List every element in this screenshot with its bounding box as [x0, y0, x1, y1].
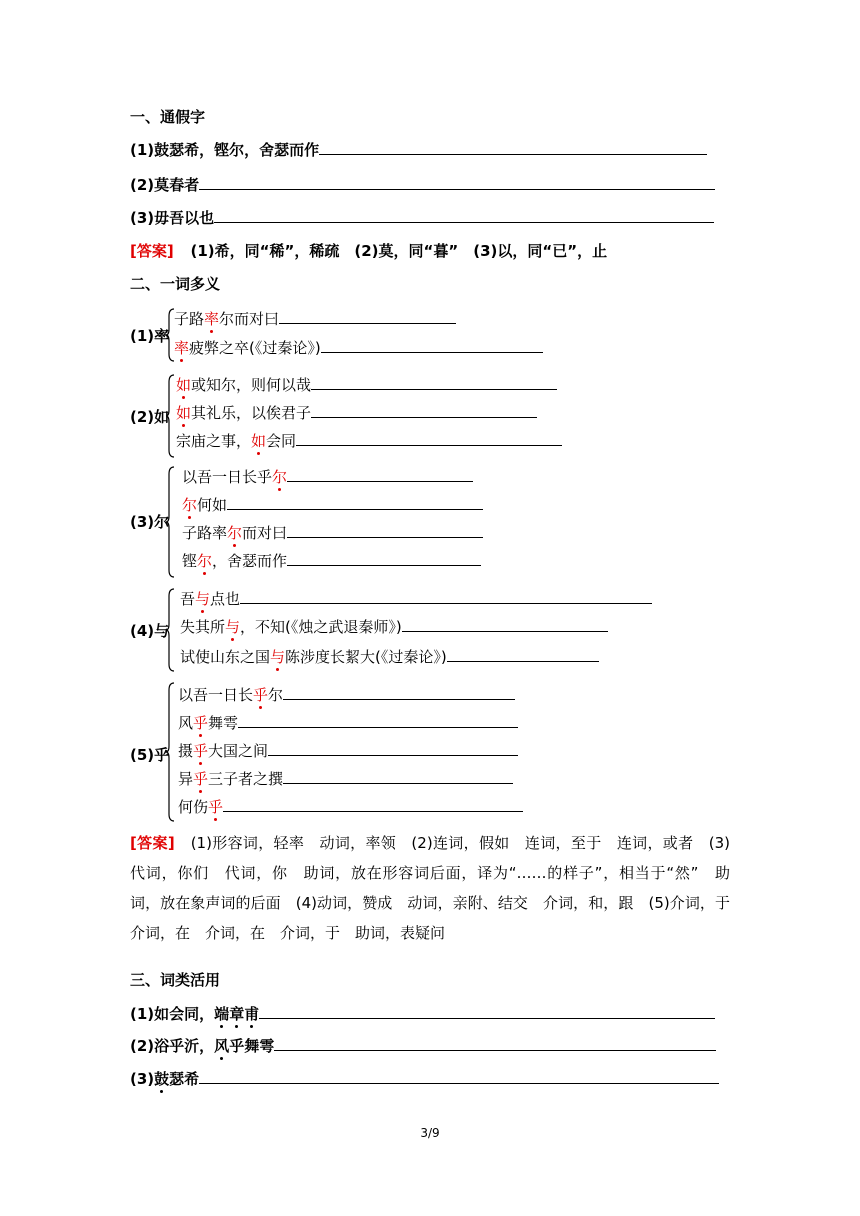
- list-item: 试使山东之国与陈涉度长絜大(《过秦论》): [180, 647, 599, 667]
- section-title-tongjiazi: 一、通假字: [130, 108, 206, 126]
- answer-blank[interactable]: [274, 1036, 716, 1051]
- section-title-cileihuoyong: 三、词类活用: [130, 971, 221, 989]
- question-text: (3)毋吾以也: [130, 209, 215, 227]
- question-line: (2)浴乎沂，风乎舞雩: [130, 1036, 716, 1056]
- list-item: 宗庙之事，如会同: [176, 431, 562, 451]
- question-text: (1)鼓瑟希，铿尔，舍瑟而作: [130, 141, 320, 159]
- list-item: 摄乎大国之间: [178, 741, 518, 761]
- answer-blank[interactable]: [240, 589, 652, 604]
- answer-blank[interactable]: [287, 523, 483, 538]
- list-item: 失其所与，不知(《烛之武退秦师》): [180, 617, 608, 637]
- answer-blank[interactable]: [283, 685, 515, 700]
- list-item: 何伤乎: [178, 797, 523, 817]
- answer-blank[interactable]: [319, 140, 707, 155]
- answer-blank[interactable]: [199, 1069, 719, 1084]
- brace-icon: [166, 466, 176, 578]
- list-item: 铿尔，舍瑟而作: [182, 551, 481, 571]
- list-item: 如其礼乐，以俟君子: [176, 403, 537, 423]
- answer-text: (1)希，同“稀”，稀疏 (2)莫，同“暮” (3)以，同“已”，止: [190, 242, 608, 260]
- answer-blank[interactable]: [214, 208, 714, 223]
- section-title-yiciduoyi: 二、一词多义: [130, 275, 221, 293]
- group-label: (3)尔: [130, 513, 170, 531]
- list-item: 吾与点也: [180, 589, 652, 609]
- list-item: 风乎舞雩: [178, 713, 518, 733]
- answer-blank[interactable]: [223, 797, 523, 812]
- answer-blank[interactable]: [283, 769, 513, 784]
- answer-line: [130, 241, 607, 261]
- answer-blank[interactable]: [402, 617, 608, 632]
- answer-blank[interactable]: [287, 467, 473, 482]
- brace-icon: [166, 588, 176, 672]
- dotted-word: [214, 1005, 259, 1023]
- answer-blank[interactable]: [311, 403, 537, 418]
- dotted-word: [154, 1070, 169, 1088]
- answer-blank[interactable]: [447, 647, 599, 662]
- answer-blank[interactable]: [311, 375, 557, 390]
- answer-blank[interactable]: [227, 495, 483, 510]
- dotted-word: [214, 1037, 229, 1055]
- question-line: (3)鼓瑟希: [130, 1069, 719, 1089]
- answer-blank[interactable]: [259, 1004, 715, 1019]
- answer-blank[interactable]: [321, 338, 543, 353]
- list-item: 子路率尔而对曰: [174, 309, 456, 329]
- brace-icon: [166, 374, 176, 458]
- dotted-char: 甫: [244, 1005, 260, 1023]
- answer-label: [答案]: [130, 242, 174, 260]
- list-item: 子路率尔而对曰: [182, 523, 483, 543]
- answer-blank[interactable]: [296, 431, 562, 446]
- question-text: (2)莫春者: [130, 176, 200, 194]
- list-item: 以吾一日长乎尔: [178, 685, 515, 705]
- answer-blank[interactable]: [268, 741, 518, 756]
- dotted-char: 风: [214, 1037, 230, 1055]
- question-line: [130, 140, 707, 160]
- group-label: (1)率: [130, 327, 170, 345]
- group-label: (5)乎: [130, 746, 170, 764]
- answer-label: [答案]: [130, 834, 175, 852]
- group-label: (2)如: [130, 408, 170, 426]
- list-item: 异乎三子者之撰: [178, 769, 513, 789]
- page-number: 3/9: [420, 1126, 440, 1140]
- answer-blank[interactable]: [238, 713, 518, 728]
- group-label: (4)与: [130, 622, 170, 640]
- list-item: 率疲弊之卒(《过秦论》): [174, 338, 543, 358]
- list-item: 如或知尔，则何以哉: [176, 375, 557, 395]
- answer-block: [130, 828, 746, 948]
- list-item: 以吾一日长乎尔: [182, 467, 473, 487]
- list-item: 尔何如: [182, 495, 483, 515]
- dotted-char: 章: [229, 1005, 245, 1023]
- answer-blank[interactable]: [199, 175, 715, 190]
- answer-text: (1)形容词，轻率 动词，率领 (2)连词，假如 连词，至于 连词，或者 (3)代词，你们 代词，你 助词，放在形容词后面，译为“……的样子”，相当于“然” 助词，放在象声词的后面 (4)动词，赞成 动词，亲附、结交 介词，和，跟 (5)介词，于 介词，在 介词，在 介词，于 助词，表疑问: [130, 834, 746, 942]
- brace-icon: [166, 682, 176, 822]
- question-line: [130, 208, 714, 228]
- answer-blank[interactable]: [279, 309, 456, 324]
- question-line: [130, 175, 715, 195]
- question-line: (1)如会同，端章甫: [130, 1004, 715, 1024]
- answer-blank[interactable]: [287, 551, 481, 566]
- dotted-char: 端: [214, 1005, 230, 1023]
- dotted-char: 鼓: [154, 1070, 170, 1088]
